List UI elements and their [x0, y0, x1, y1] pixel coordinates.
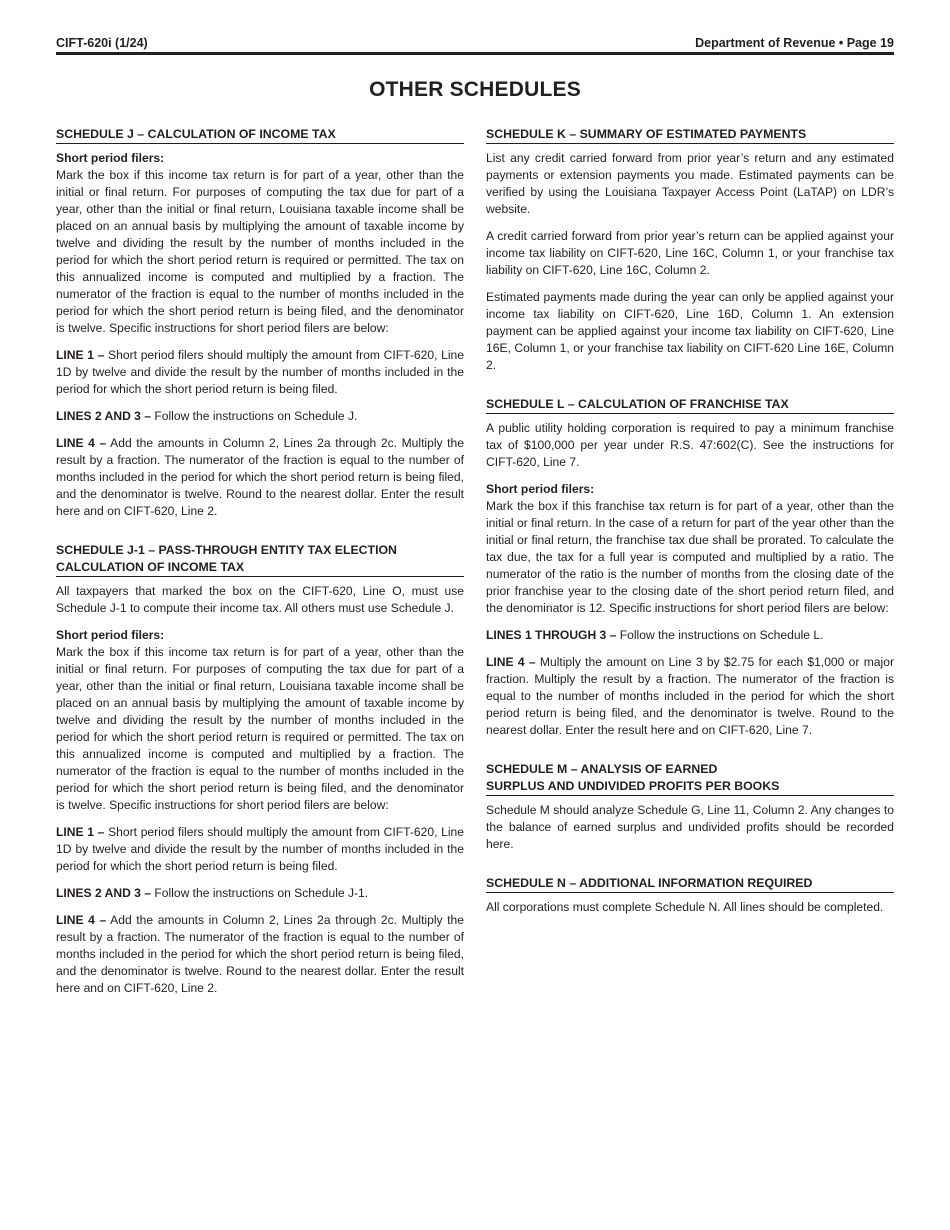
schedule-k-para1: List any credit carried forward from prior year’s return and any estimated payments or extension payments you made. Estimated payments can be verified by using the Louisiana Taxpayer Access Point (LaTAP) on LDR’s website. [486, 151, 894, 216]
schedule-l-short-period-label: Short period filers: [486, 482, 595, 496]
page-title: OTHER SCHEDULES [369, 78, 581, 101]
schedule-l-lines13: LINES 1 THROUGH 3 – Follow the instructions on Schedule L. [486, 628, 824, 642]
schedule-m-para1: Schedule M should analyze Schedule G, Line 11, Column 2. Any changes to the balance of earned surplus and undivided profits should be recorded here. [486, 803, 894, 851]
schedule-j1-lines23: LINES 2 AND 3 – Follow the instructions on Schedule J-1. [56, 886, 369, 900]
schedule-j-lines23: LINES 2 AND 3 – Follow the instructions on Schedule J. [56, 409, 358, 423]
schedule-j1-line1: LINE 1 – Short period filers should multiply the amount from CIFT-620, Line 1D by twelve and divide the result by the number of months included in the period for which the short period return is being filed. [56, 825, 464, 873]
schedule-j1-line4: LINE 4 – Add the amounts in Column 2, Lines 2a through 2c. Multiply the result by a fraction. The numerator of the fraction is equal to the number of months included in the period for which the short period return is being filed, and the denominator is twelve. Round to the nearest dollar. Enter the result here and on CIFT-620, Line 2. [56, 913, 464, 995]
schedule-j-short-period-label: Short period filers: [56, 151, 165, 165]
right-column [486, 126, 894, 926]
schedule-j1-heading: SCHEDULE J-1 – PASS-THROUGH ENTITY TAX ELECTION CALCULATION OF INCOME TAX [56, 542, 464, 577]
schedule-l-heading: SCHEDULE L – CALCULATION OF FRANCHISE TAX [486, 396, 894, 414]
page-label: Department of Revenue • Page 19 [695, 36, 894, 50]
left-column [56, 126, 464, 1007]
schedule-n-para1: All corporations must complete Schedule N. All lines should be completed. [486, 900, 884, 914]
schedule-k-heading: SCHEDULE K – SUMMARY OF ESTIMATED PAYMENTS [486, 126, 894, 144]
schedule-l-line4: LINE 4 – Multiply the amount on Line 3 by $2.75 for each $1,000 or major fraction. Multiply the result by a fraction. The numerator of the fraction is equal to the number of months included in the period for which the short period return is being filed, and the denominator is twelve. Round to the nearest dollar. Enter the result here and on CIFT-620, Line 7. [486, 655, 894, 737]
schedule-j1-intro: All taxpayers that marked the box on the CIFT-620, Line O, must use Schedule J-1 to compute their income tax. All others must use Schedule J. [56, 584, 464, 615]
header-rule [56, 52, 894, 55]
schedule-j-line4: LINE 4 – Add the amounts in Column 2, Lines 2a through 2c. Multiply the result by a fraction. The numerator of the fraction is equal to the number of months included in the period for which the short period return is being filed, and the denominator is twelve. Round to the nearest dollar. Enter the result here and on CIFT-620, Line 2. [56, 436, 464, 518]
schedule-j-heading: SCHEDULE J – CALCULATION OF INCOME TAX [56, 126, 464, 144]
form-id: CIFT-620i (1/24) [56, 36, 148, 50]
page-header [56, 36, 894, 52]
schedule-j1-short-period-text: Mark the box if this income tax return is for part of a year, other than the initial or final return. For purposes of computing the tax due for part of a year, other than the initial or final return, Louisiana taxable income shall be placed on an annual basis by multiplying the amount of taxable income by twelve and dividing the result by the number of months included in the period for which the short period return is required or permitted. The tax on this annualized income is computed and multiplied by a fraction. The numerator of the fraction is equal to the number of months included in the period for which the short period return is being filed, and the denominator is twelve. Specific instructions for short period filers are below: [56, 645, 464, 812]
schedule-k-para2: A credit carried forward from prior year’s return can be applied against your income tax liability on CIFT-620, Line 16C, Column 1, or your franchise tax liability on CIFT-620, Line 16C, Column 2. [486, 229, 894, 277]
schedule-m-heading: SCHEDULE M – ANALYSIS OF EARNED SURPLUS AND UNDIVIDED PROFITS PER BOOKS [486, 761, 894, 796]
schedule-j-short-period-text: Mark the box if this income tax return is for part of a year, other than the initial or final return. For purposes of computing the tax due for part of a year, other than the initial or final return, Louisiana taxable income shall be placed on an annual basis by multiplying the amount of taxable income by twelve and dividing the result by the number of months included in the period for which the short period return is required or permitted. The tax on this annualized income is computed and multiplied by a fraction. The numerator of the fraction is equal to the number of months included in the period for which the short period return is being filed, and the denominator is twelve. Specific instructions for short period filers are below: [56, 168, 464, 335]
schedule-j-line1: LINE 1 – Short period filers should multiply the amount from CIFT-620, Line 1D by twelve and divide the result by the number of months included in the period for which the short period return is being filed. [56, 348, 464, 396]
schedule-n-heading: SCHEDULE N – ADDITIONAL INFORMATION REQUIRED [486, 875, 894, 893]
schedule-k-para3: Estimated payments made during the year can only be applied against your income tax liability on CIFT-620, Line 16D, Column 1. An extension payment can be applied against your income tax liability on CIFT-620, Line 16E, Column 1, or your franchise tax liability on CIFT-620 Line 16E, Column 2. [486, 290, 894, 372]
schedule-l-short-period-text: Mark the box if this franchise tax return is for part of a year, other than the initial or final return. In the case of a return for part of the year other than the initial or final return, the franchise tax due shall be prorated. To calculate the tax due, the tax for a full year is computed and multiplied by a ratio. The numerator of the ratio is the number of months from the closing date of the prior franchise year to the closing date of the short period return filed, and the denominator is 12. Specific instructions for short period filers are below: [486, 499, 894, 615]
schedule-j1-short-period-label: Short period filers: [56, 628, 165, 642]
schedule-l-para1: A public utility holding corporation is required to pay a minimum franchise tax of $100,000 per year under R.S. 47:602(C). See the instructions for CIFT-620, Line 7. [486, 421, 894, 469]
